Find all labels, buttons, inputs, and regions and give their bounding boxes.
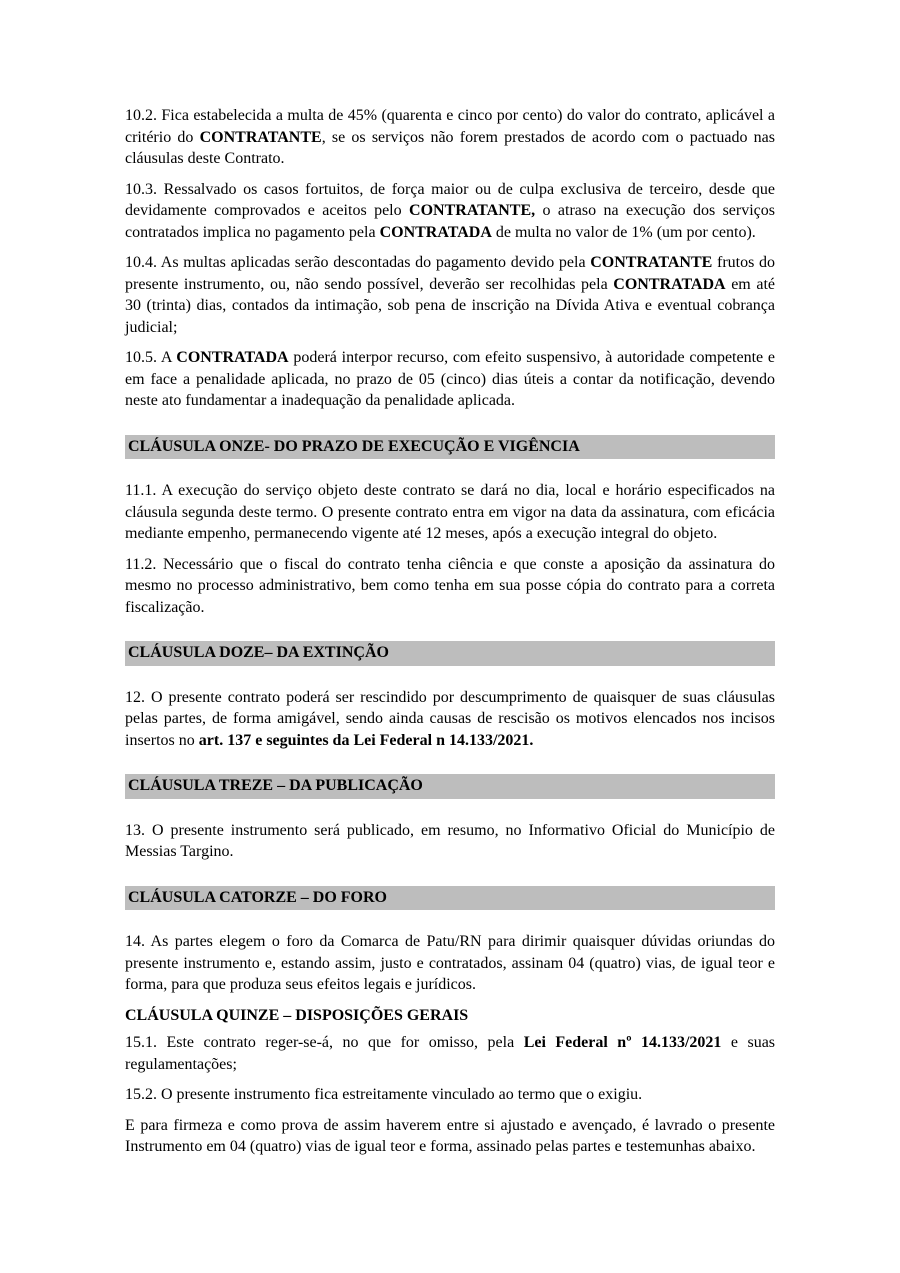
paragraph <box>125 931 775 996</box>
paragraph <box>125 687 775 752</box>
paragraph <box>125 554 775 619</box>
paragraph <box>125 347 775 412</box>
text-run: 15.1. Este contrato reger-se-á, no que for omisso, pela <box>125 1034 524 1051</box>
clause-heading-bar <box>125 774 775 799</box>
text-run: 14. As partes elegem o foro da Comarca de Patu/RN para dirimir quaisquer dúvidas oriundas do presente instrumento e, estando assim, justo e contratados, assinam 04 (quatro) vias, de igual teor e forma, para que produza seus efeitos legais e jurídicos. <box>125 933 775 993</box>
text-run-bold: CONTRATADA <box>379 223 492 241</box>
text-run: 13. O presente instrumento será publicado, em resumo, no Informativo Oficial do Município de Messias Targino. <box>125 821 775 860</box>
text-run: o atraso na execução dos serviços contratados implica no pagamento pela <box>125 202 776 241</box>
text-run-bold: CLÁUSULA DOZE– DA EXTINÇÃO <box>128 644 389 661</box>
paragraph <box>125 820 775 863</box>
clause-heading-bar <box>125 435 775 460</box>
text-run: frutos do presente instrumento, ou, não sendo possível, deverão ser recolhidas pela <box>125 254 775 293</box>
paragraph <box>125 1084 775 1106</box>
text-run: 11.1. A execução do serviço objeto deste contrato se dará no dia, local e horário especificados na cláusula segunda deste termo. O presente contrato entra em vigor na data da assinatura, com eficácia mediante empenho, permanecendo vigente até 12 meses, após a execução integral do objeto. <box>125 482 775 542</box>
text-run: 12. O presente contrato poderá ser rescindido por descumprimento de quaisquer de suas cláusulas pelas partes, de forma amigável, sendo ainda causas de rescisão os motivos elencados nos incisos insertos no <box>125 688 775 749</box>
paragraph <box>125 252 775 338</box>
text-run: 10.2. Fica estabelecida a multa de 45% (quarenta e cinco por cento) do valor do contrato, aplicável a critério do <box>125 107 775 146</box>
text-run-bold: Lei Federal nº 14.133/2021 <box>523 1034 722 1051</box>
text-run: e suas regulamentações; <box>125 1034 776 1073</box>
paragraph <box>125 1115 775 1158</box>
clause-heading-bar <box>125 641 775 666</box>
text-run-bold: CONTRATADA <box>613 275 726 293</box>
text-run: em até 30 (trinta) dias, contados da intimação, sob pena de inscrição na Dívida Ativa e eventual cobrança judicial; <box>125 275 775 336</box>
text-run-bold: CONTRATANTE <box>199 128 322 146</box>
text-run-bold: CONTRATANTE <box>590 254 713 271</box>
text-run: de multa no valor de 1% (um por cento). <box>491 223 756 241</box>
text-run-bold: CLÁUSULA TREZE – DA PUBLICAÇÃO <box>128 777 423 794</box>
text-run-bold: CLÁUSULA ONZE- DO PRAZO DE EXECUÇÃO E VIGÊNCIA <box>128 437 580 455</box>
paragraph <box>125 179 775 244</box>
clause-heading <box>125 1005 775 1027</box>
text-run: poderá interpor recurso, com efeito suspensivo, à autoridade competente e em face a penalidade aplicada, no prazo de 05 (cinco) dias úteis a contar da notificação, devendo neste ato fundamentar a inadequação da penalidade aplicada. <box>125 349 775 409</box>
text-run: 10.3. Ressalvado os casos fortuitos, de força maior ou de culpa exclusiva de terceiro, desde que devidamente comprovados e aceitos pelo <box>125 180 775 219</box>
text-run-bold: CLÁUSULA QUINZE – DISPOSIÇÕES GERAIS <box>125 1006 469 1024</box>
document-body <box>125 105 775 1158</box>
text-run: , se os serviços não forem prestados de acordo com o pactuado nas cláusulas deste Contrato. <box>125 128 775 167</box>
text-run: 11.2. Necessário que o fiscal do contrato tenha ciência e que conste a aposição da assinatura do mesmo no processo administrativo, bem como tenha em sua posse cópia do contrato para a correta fiscalização. <box>125 555 775 616</box>
paragraph <box>125 480 775 545</box>
text-run-bold: CLÁUSULA CATORZE – DO FORO <box>128 888 387 906</box>
text-run-bold: art. 137 e seguintes da Lei Federal n 14.133/2021. <box>198 731 534 749</box>
text-run-bold: CONTRATANTE, <box>409 202 536 219</box>
text-run: 15.2. O presente instrumento fica estreitamente vinculado ao termo que o exigiu. <box>125 1086 643 1103</box>
text-run-bold: CONTRATADA <box>176 349 289 366</box>
clause-heading-bar <box>125 886 775 911</box>
text-run: 10.4. As multas aplicadas serão descontadas do pagamento devido pela <box>125 254 591 271</box>
paragraph <box>125 105 775 170</box>
paragraph <box>125 1032 775 1075</box>
text-run: 10.5. A <box>125 349 177 366</box>
text-run: E para firmeza e como prova de assim haverem entre si ajustado e avençado, é lavrado o presente Instrumento em 04 (quatro) vias de igual teor e forma, assinado pelas partes e testemunhas abaixo. <box>125 1116 775 1155</box>
